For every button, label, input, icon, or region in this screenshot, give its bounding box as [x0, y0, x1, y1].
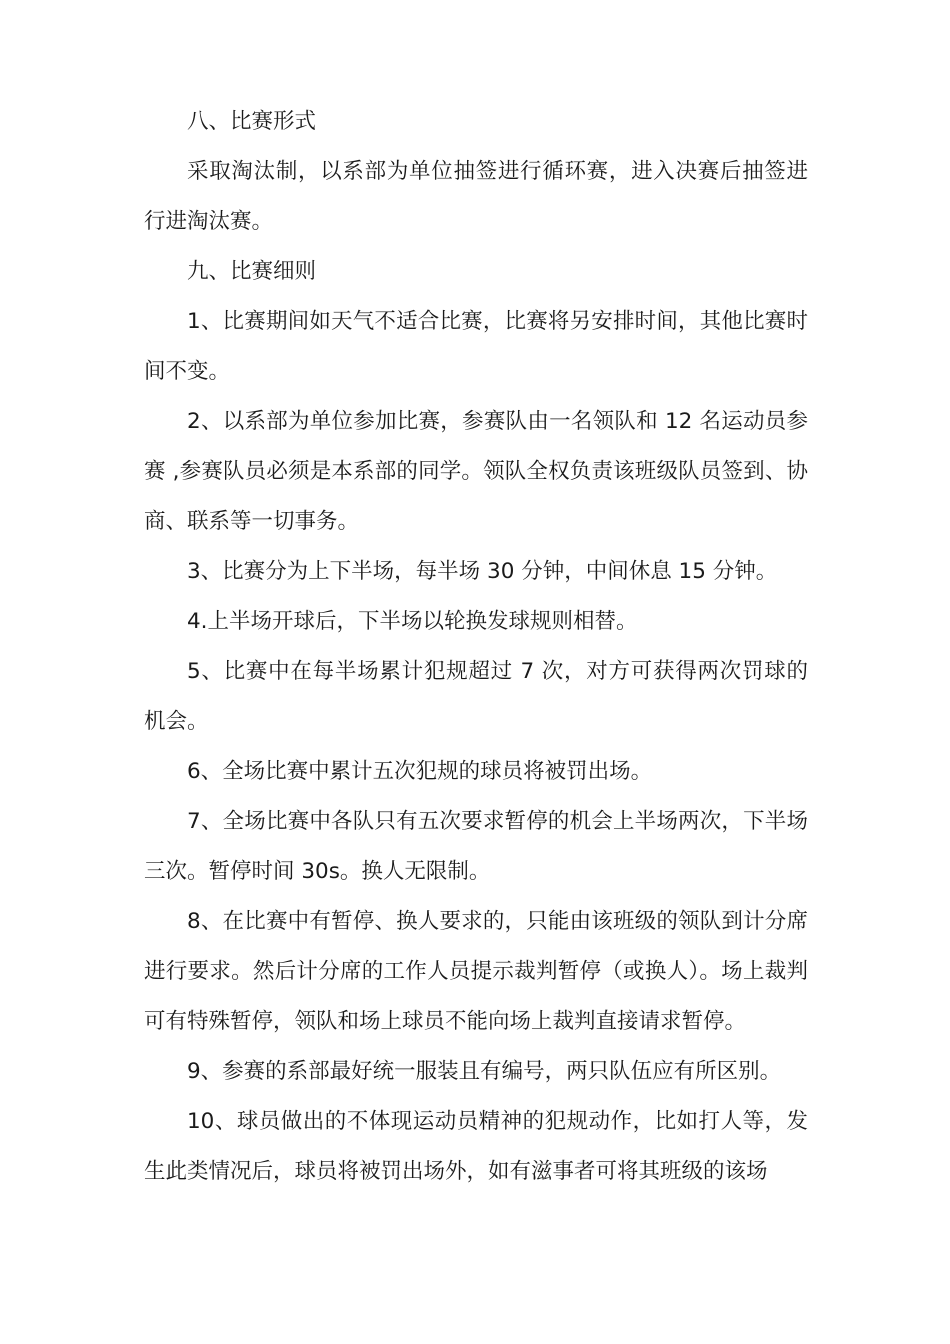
rule-item-5: 5、比赛中在每半场累计犯规超过 7 次，对方可获得两次罚球的机会。	[144, 659, 808, 734]
rule-item-8: 8、在比赛中有暂停、换人要求的，只能由该班级的领队到计分席进行要求。然后计分席的工作人员提示裁判暂停（或换人）。场上裁判可有特殊暂停，领队和场上球员不能向场上裁判直接请求暂停。	[144, 909, 808, 1034]
rule-item-4: 4.上半场开球后，下半场以轮换发球规则相替。	[187, 609, 638, 634]
section-heading-competition-rules: 九、比赛细则	[187, 259, 317, 284]
document-body	[144, 97, 808, 1197]
rule-item-3: 3、比赛分为上下半场，每半场 30 分钟，中间休息 15 分钟。	[187, 559, 778, 584]
rule-item-2: 2、以系部为单位参加比赛，参赛队由一名领队和 12 名运动员参赛 ,参赛队员必须是本系部的同学。领队全权负责该班级队员签到、协商、联系等一切事务。	[144, 409, 808, 534]
rule-item-6: 6、全场比赛中累计五次犯规的球员将被罚出场。	[187, 759, 653, 784]
section-heading-competition-format: 八、比赛形式	[187, 109, 317, 134]
rule-item-1: 1、比赛期间如天气不适合比赛，比赛将另安排时间，其他比赛时间不变。	[144, 309, 808, 384]
rule-item-10: 10、球员做出的不体现运动员精神的犯规动作，比如打人等，发生此类情况后，球员将被罚出场外，如有滋事者可将其班级的该场	[144, 1109, 808, 1184]
rule-item-9: 9、参赛的系部最好统一服装且有编号，两只队伍应有所区别。	[187, 1059, 782, 1084]
paragraph-competition-format: 采取淘汰制，以系部为单位抽签进行循环赛，进入决赛后抽签进行进淘汰赛。	[144, 159, 808, 234]
rule-item-7: 7、全场比赛中各队只有五次要求暂停的机会上半场两次，下半场三次。暂停时间 30s。换人无限制。	[144, 809, 808, 884]
